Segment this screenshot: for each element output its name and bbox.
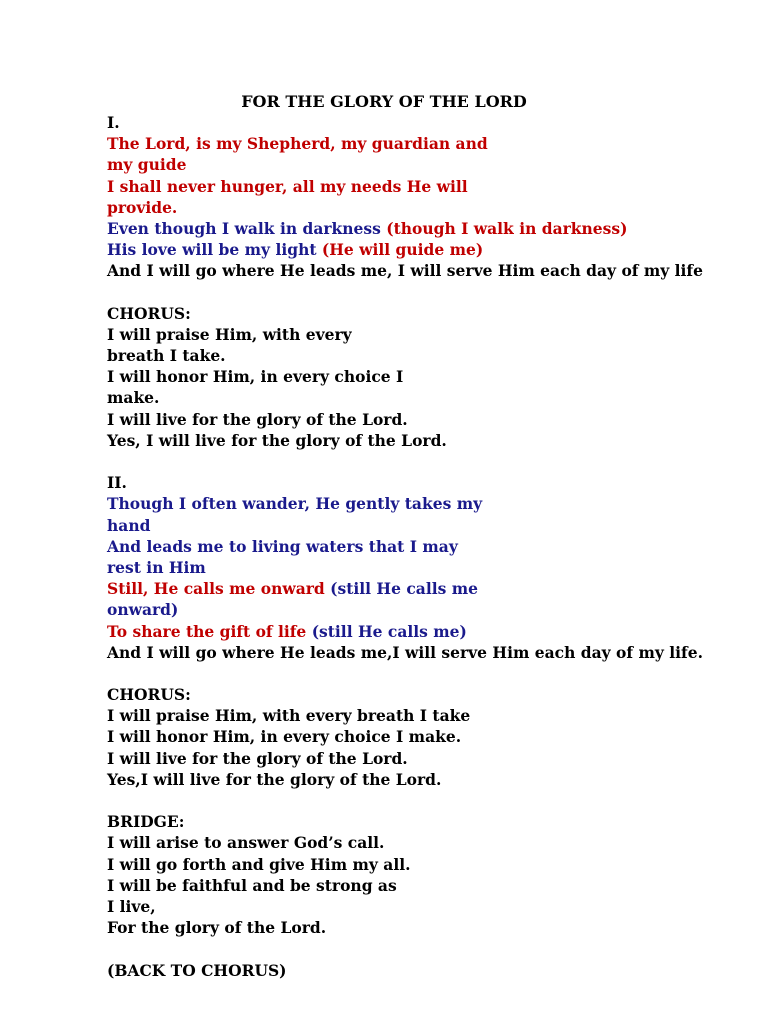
lyric-line [107, 726, 747, 747]
lyric-segment: BRIDGE: [107, 812, 185, 832]
lyric-line [107, 430, 747, 451]
lyric-segment: my guide [107, 155, 187, 175]
lyric-segment: breath I take. [107, 346, 226, 366]
lyric-segment: Though I often wander, He gently takes my [107, 494, 483, 514]
blank-line [107, 282, 747, 303]
lyric-segment: I will go forth and give Him my all. [107, 854, 411, 874]
lyric-line [107, 366, 747, 387]
lyric-line [107, 642, 747, 663]
lyric-line [107, 154, 747, 175]
lyric-line [107, 345, 747, 366]
lyric-segment: (still He calls me) [311, 621, 467, 641]
lyric-line [107, 748, 747, 769]
blank-line [107, 938, 747, 959]
lyric-segment: His love will be my light [107, 240, 322, 260]
lyric-line [107, 493, 747, 514]
lyric-line [107, 239, 747, 260]
lyric-line [107, 811, 747, 832]
lyric-line [107, 133, 747, 154]
lyric-segment: I shall never hunger, all my needs He will [107, 176, 468, 196]
lyric-segment: rest in Him [107, 557, 206, 577]
lyric-segment: The Lord, is my Shepherd, my guardian and [107, 134, 488, 154]
lyric-segment: hand [107, 515, 151, 535]
lyric-line [107, 112, 747, 133]
lyric-segment: (though I walk in darkness) [386, 218, 628, 238]
lyric-segment: Still, He calls me onward [107, 579, 331, 599]
lyric-segment: I. [107, 113, 120, 132]
lyric-segment: Even though I walk in darkness [107, 218, 387, 238]
lyric-line [107, 260, 747, 281]
lyric-segment: Yes, I will live for the glory of the Lord. [107, 430, 447, 450]
lyric-segment: I will honor Him, in every choice I make. [107, 727, 462, 747]
blank-line [107, 663, 747, 684]
lyric-line [107, 387, 747, 408]
lyric-segment: And I will go where He leads me, I will serve Him each day of my life [107, 261, 703, 281]
lyric-line [107, 303, 747, 324]
lyric-segment: Yes,I will live for the glory of the Lord. [107, 769, 442, 789]
song-title: FOR THE GLORY OF THE LORD [241, 92, 527, 111]
lyric-line [107, 769, 747, 790]
lyric-line [107, 176, 747, 197]
lyric-line [107, 324, 747, 345]
lyric-line [107, 599, 747, 620]
lyric-segment: II. [107, 473, 127, 493]
lyric-line [107, 960, 747, 981]
lyric-segment: For the glory of the Lord. [107, 918, 327, 938]
lyric-line [107, 621, 747, 642]
lyric-line [107, 472, 747, 493]
lyric-line [107, 557, 747, 578]
lyric-segment: (BACK TO CHORUS) [107, 960, 287, 980]
lyric-segment: (still He calls me [330, 579, 478, 599]
lyric-line [107, 515, 747, 536]
lyric-segment: make. [107, 388, 160, 408]
lyric-segment: To share the gift of life [107, 621, 312, 641]
lyric-line [107, 875, 747, 896]
lyric-segment: provide. [107, 197, 178, 217]
lyric-segment: I will arise to answer God’s call. [107, 833, 385, 853]
lyric-segment: I will live for the glory of the Lord. [107, 409, 408, 429]
lyric-line [107, 218, 747, 239]
lyric-line [107, 409, 747, 430]
lyric-segment: onward) [107, 600, 179, 620]
lyric-line [107, 705, 747, 726]
lyric-segment: CHORUS: [107, 685, 191, 705]
lyric-line [107, 684, 747, 705]
lyric-segment: And I will go where He leads me,I will serve Him each day of my life. [107, 642, 703, 662]
lyrics-body [107, 112, 747, 981]
lyric-line [107, 832, 747, 853]
lyric-segment: I will praise Him, with every [107, 324, 352, 344]
lyric-line [107, 917, 747, 938]
blank-line [107, 790, 747, 811]
blank-line [107, 451, 747, 472]
lyric-segment: I will be faithful and be strong as [107, 875, 397, 895]
lyric-segment: I will live for the glory of the Lord. [107, 748, 408, 768]
lyric-line [107, 854, 747, 875]
lyric-segment: I will praise Him, with every breath I take [107, 706, 471, 726]
lyric-segment: (He will guide me) [321, 240, 484, 260]
lyric-line [107, 197, 747, 218]
lyric-segment: I live, [107, 896, 156, 916]
lyric-segment: I will honor Him, in every choice I [107, 367, 404, 387]
lyric-line [107, 896, 747, 917]
lyric-segment: And leads me to living waters that I may [107, 536, 458, 556]
lyric-segment: CHORUS: [107, 303, 191, 323]
lyric-line [107, 578, 747, 599]
lyric-line [107, 536, 747, 557]
